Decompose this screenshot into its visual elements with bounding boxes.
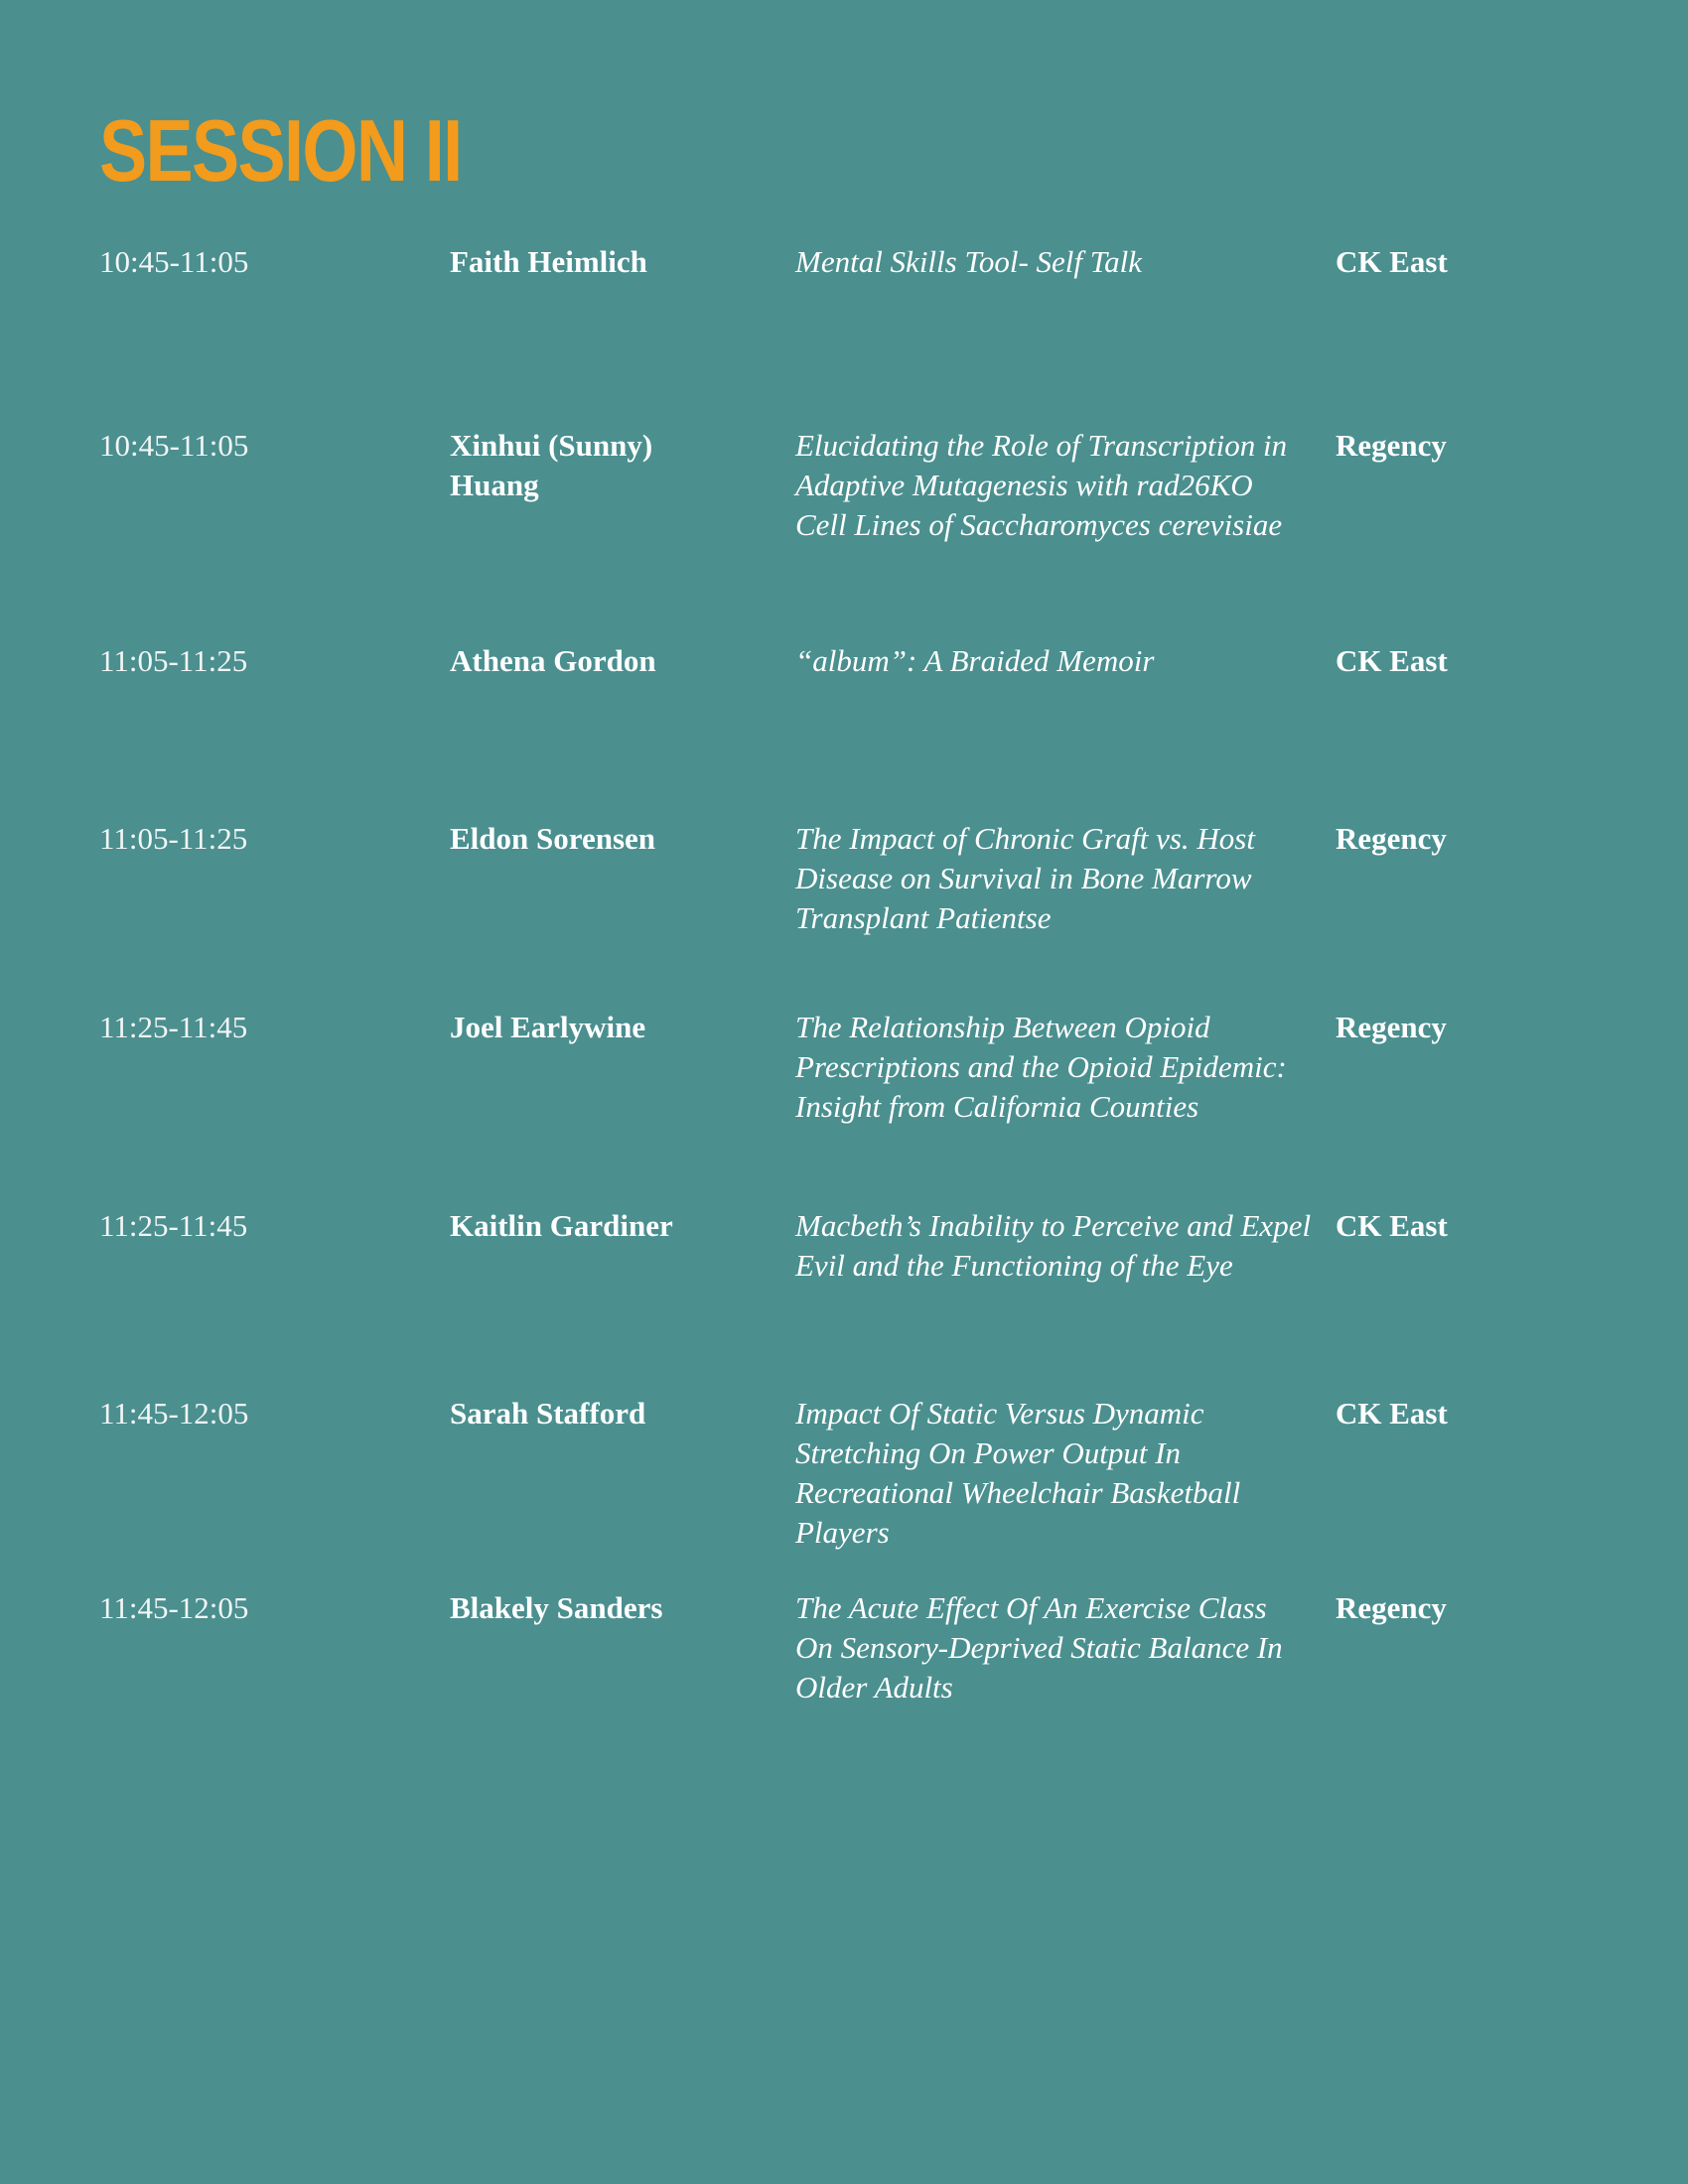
presentation-title: “album”: A Braided Memoir: [795, 643, 1155, 678]
time-slot: 10:45-11:05: [99, 244, 249, 279]
time-slot: 11:45-12:05: [99, 1590, 249, 1625]
room-name: CK East: [1336, 643, 1448, 678]
time-slot: 11:25-11:45: [99, 1208, 248, 1243]
room-name: Regency: [1336, 821, 1447, 856]
room-name: Regency: [1336, 428, 1447, 463]
presentation-title: Macbeth’s Inability to Perceive and Expel Evil and the Functioning of the Eye: [795, 1208, 1312, 1283]
presentation-title: Mental Skills Tool- Self Talk: [795, 244, 1143, 279]
presenter-name: Eldon Sorensen: [450, 821, 656, 856]
presentation-title: The Acute Effect Of An Exercise Class On Sensory-Deprived Static Balance In Older Adults: [795, 1590, 1283, 1705]
presentation-title: The Relationship Between Opioid Prescriptions and the Opioid Epidemic: Insight from California Counties: [795, 1010, 1287, 1124]
room-name: CK East: [1336, 1208, 1448, 1243]
time-slot: 11:25-11:45: [99, 1010, 248, 1044]
presenter-name: Xinhui (Sunny) Huang: [450, 428, 653, 502]
time-slot: 11:05-11:25: [99, 643, 248, 678]
presenter-name: Faith Heimlich: [450, 244, 647, 279]
room-name: CK East: [1336, 1396, 1448, 1431]
presenter-name: Athena Gordon: [450, 643, 656, 678]
presentation-title: The Impact of Chronic Graft vs. Host Disease on Survival in Bone Marrow Transplant Patientse: [795, 821, 1255, 935]
room-name: Regency: [1336, 1010, 1447, 1044]
time-slot: 11:05-11:25: [99, 821, 248, 856]
presenter-name: Sarah Stafford: [450, 1396, 646, 1431]
presentation-title: Impact Of Static Versus Dynamic Stretching On Power Output In Recreational Wheelchair Basketball Players: [795, 1396, 1241, 1550]
session-title: SESSION II: [99, 101, 462, 200]
presenter-name: Blakely Sanders: [450, 1590, 663, 1625]
time-slot: 10:45-11:05: [99, 428, 249, 463]
time-slot: 11:45-12:05: [99, 1396, 249, 1431]
room-name: Regency: [1336, 1590, 1447, 1625]
presenter-name: Kaitlin Gardiner: [450, 1208, 673, 1243]
presentation-title: Elucidating the Role of Transcription in Adaptive Mutagenesis with rad26KO Cell Lines of Saccharomyces cerevisiae: [795, 428, 1288, 542]
room-name: CK East: [1336, 244, 1448, 279]
presenter-name: Joel Earlywine: [450, 1010, 646, 1044]
